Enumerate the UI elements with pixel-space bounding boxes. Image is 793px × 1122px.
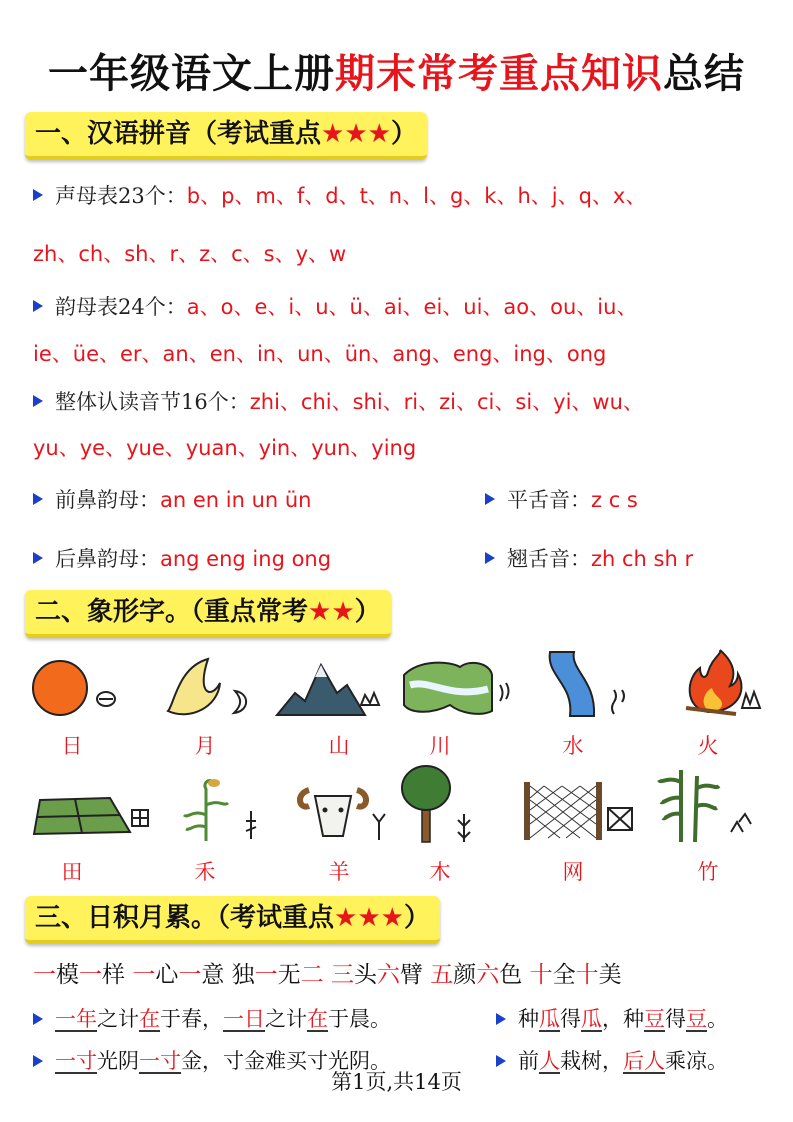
star-rating: ★★ [308,597,355,627]
idiom: 五颜六色 [430,962,530,988]
title-part-1: 一年级语文上册 [48,51,335,97]
bullet-triangle-icon [485,493,495,505]
pictograph-label-shui: 水 [562,734,584,758]
water-picture-icon [540,650,640,720]
section-heading-pictographs [25,590,391,638]
field-picture-icon [30,790,155,845]
sheep-picture-icon [295,780,395,845]
bullet-triangle-icon [33,493,43,505]
shengmu-line [33,182,646,210]
zhengti-values-cont: yu、ye、yue、yuan、yin、yun、ying [33,436,417,460]
pictograph-label-tian: 田 [61,860,83,884]
bullet-triangle-icon [33,300,43,312]
bullet-triangle-icon [485,552,495,564]
pingshe-values: z c s [591,488,638,512]
shengmu-values: b、p、m、f、d、t、n、l、g、k、h、j、q、x、 [186,184,647,208]
idiom: 十全十美 [529,962,622,988]
section-heading-text: 一、汉语拼音（考试重点 [35,119,322,149]
idiom: 一模一样 [33,962,133,988]
section-heading-text: 三、日积月累。（考试重点 [35,903,335,933]
yunmu-values: a、o、e、i、u、ü、ai、ei、ui、ao、ou、iu、 [186,295,638,319]
proverb-tree: 前人栽树，后人乘凉。 [496,1045,728,1075]
star-rating: ★★★ [321,119,391,149]
proverb-spring: 一年之计在于春，一日之计在于晨。 [33,1003,391,1033]
qianbi-values: an en in un ün [160,488,312,512]
pictograph-label-he: 禾 [194,860,216,884]
title-part-2: 总结 [663,51,745,97]
idiom: 一心一意 [132,962,232,988]
pictograph-label-wang: 网 [562,860,584,884]
pictograph-label-yue: 月 [194,734,216,758]
bullet-triangle-icon [33,1013,43,1025]
pictograph-label-shan: 山 [328,734,350,758]
section-heading-close: ） [354,597,381,627]
yunmu-values-cont: ie、üe、er、an、en、in、un、ün、ang、eng、ing、ong [33,342,607,366]
net-picture-icon [520,778,640,843]
pingshe-label: 平舌音： [507,488,591,512]
bullet-triangle-icon [33,189,43,201]
fire-picture-icon [678,648,768,718]
zhengti-label: 整体认读音节16个： [55,390,250,414]
proverb-time: 一寸光阴一寸金，寸金难买寸光阴。 [33,1045,391,1075]
shengmu-values-cont: zh、ch、sh、r、z、c、s、y、w [33,242,347,266]
grain-picture-icon [180,775,270,845]
houbi-label: 后鼻韵母： [55,547,160,571]
qiaoshe-values: zh ch sh r [591,547,694,571]
qiaoshe-line [485,545,693,573]
river-picture-icon [400,655,515,720]
zhengti-values: zhi、chi、shi、ri、zi、ci、si、yi、wu、 [249,390,644,414]
pingshe-line [485,486,638,514]
title-part-highlight: 期末常考重点知识 [335,51,663,97]
bullet-triangle-icon [496,1055,506,1067]
bullet-triangle-icon [33,395,43,407]
proverb-melon: 种瓜得瓜，种豆得豆。 [496,1003,728,1033]
page-title [0,42,793,99]
pictograph-label-yang: 羊 [328,860,350,884]
section-heading-close: ） [403,903,430,933]
sun-picture-icon [30,655,120,720]
houbi-values: ang eng ing ong [160,547,332,571]
pictograph-label-zhu: 竹 [697,860,719,884]
yunmu-label: 韵母表24个： [55,295,187,319]
idiom: 独一无二 [231,962,331,988]
bullet-triangle-icon [33,1055,43,1067]
moon-picture-icon [160,655,250,720]
idiom: 三头六臂 [330,962,431,988]
bullet-triangle-icon [496,1013,506,1025]
page-footer: 第1页,共14页 [331,1070,462,1094]
yunmu-line [33,293,637,321]
qianbi-label: 前鼻韵母： [55,488,160,512]
pictograph-label-mu: 木 [429,860,451,884]
shengmu-label: 声母表23个： [55,184,187,208]
bamboo-picture-icon [655,762,755,847]
pictograph-label-huo: 火 [697,734,719,758]
tree-picture-icon [400,762,490,847]
idiom-line [33,956,622,989]
star-rating: ★★★ [334,903,404,933]
section-heading-accumulation [25,896,440,944]
section-heading-pinyin [25,112,427,160]
pictograph-label-chuan: 川 [429,734,451,758]
section-heading-text: 二、象形字。（重点常考 [35,597,309,627]
zhengti-line [33,388,644,416]
qianbi-line [33,486,312,514]
houbi-line [33,545,331,573]
pictograph-label-ri: 日 [61,734,83,758]
mountain-picture-icon [275,655,385,720]
section-heading-close: ） [390,119,417,149]
bullet-triangle-icon [33,552,43,564]
qiaoshe-label: 翘舌音： [507,547,591,571]
